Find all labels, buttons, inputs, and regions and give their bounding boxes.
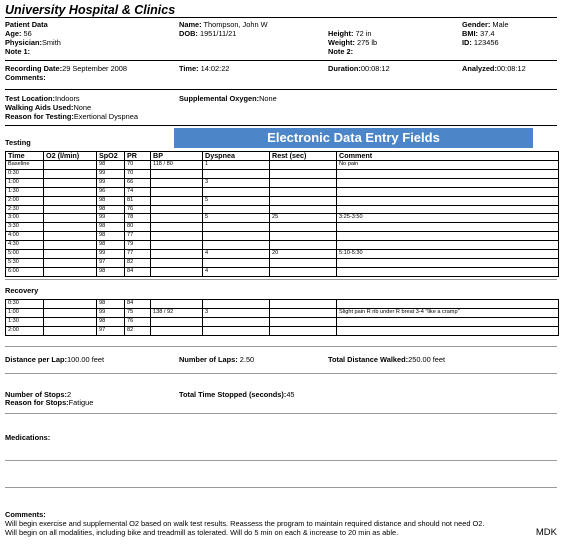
testing-table [5,151,559,277]
cell-spo2: 97 [97,258,125,267]
recording-time-field: Time: 14:02:22 [179,64,230,73]
age-field: Age: 56 [5,29,32,38]
cell-o2 [44,267,97,276]
cell-rest [270,205,337,214]
weight-field: Weight: 275 lb [328,38,378,47]
testing-row [6,205,559,214]
cell-time: 2:00 [6,196,44,205]
cell-comment [337,196,559,205]
testing-header-row [6,152,559,161]
cell-comment: Slight pain R rib under R breat 3-4 "like a cramp" [337,308,559,317]
cell-pr: 84 [125,300,151,309]
cell-pr: 75 [125,308,151,317]
cell-rest [270,232,337,241]
cell-bp [151,258,203,267]
cell-dyspnea [203,223,270,232]
col-header-bp: BP [151,152,203,161]
cell-time: 0:30 [6,300,44,309]
distance-per-lap-field: Distance per Lap:100.00 feet [5,355,105,364]
cell-bp [151,196,203,205]
cell-pr: 82 [125,326,151,335]
cell-rest: 20 [270,250,337,259]
col-header-rest: Rest (sec) [270,152,337,161]
rule [5,89,557,90]
reason-testing-field: Reason for Testing:Exertional Dyspnea [5,112,138,121]
col-header-pr: PR [125,152,151,161]
name-field: Name: Thompson, John W [179,20,268,29]
cell-bp: 138 / 92 [151,308,203,317]
reason-for-stops-field: Reason for Stops:Fatigue [5,398,94,407]
cell-time: 2:00 [6,326,44,335]
cell-time: 5:30 [6,258,44,267]
height-field: Height: 72 in [328,29,372,38]
cell-comment [337,178,559,187]
cell-bp [151,205,203,214]
cell-dyspnea: 5 [203,196,270,205]
cell-time: 1:30 [6,187,44,196]
cell-o2 [44,161,97,170]
testing-row [6,187,559,196]
cell-spo2: 96 [97,187,125,196]
cell-spo2: 99 [97,169,125,178]
cell-spo2: 98 [97,317,125,326]
cell-pr: 70 [125,169,151,178]
col-header-dyspnea: Dyspnea [203,152,270,161]
cell-comment [337,317,559,326]
cell-pr: 66 [125,178,151,187]
col-header-o2: O2 (l/min) [44,152,97,161]
cell-rest [270,187,337,196]
testing-heading: Testing [5,138,31,147]
comments-label: Comments: [5,510,46,519]
cell-rest [270,267,337,276]
comments-line-2: Will begin on all modalities, including bike and treadmill as tolerated. Will do 5 min on each & increase to 20 min as able. [5,528,399,537]
cell-comment [337,169,559,178]
cell-bp [151,241,203,250]
cell-rest [270,161,337,170]
cell-rest [270,308,337,317]
cell-spo2: 97 [97,326,125,335]
cell-o2 [44,205,97,214]
cell-spo2: 98 [97,161,125,170]
cell-dyspnea [203,300,270,309]
cell-pr: 79 [125,241,151,250]
cell-o2 [44,300,97,309]
cell-spo2: 98 [97,196,125,205]
rule [5,487,557,488]
cell-dyspnea [203,205,270,214]
cell-o2 [44,250,97,259]
cell-pr: 78 [125,214,151,223]
cell-rest [270,196,337,205]
cell-spo2: 98 [97,300,125,309]
cell-time: 1:30 [6,317,44,326]
page-title: University Hospital & Clinics [5,3,176,17]
cell-bp [151,250,203,259]
rule [5,125,557,126]
cell-spo2: 98 [97,241,125,250]
cell-comment [337,267,559,276]
cell-bp [151,187,203,196]
cell-dyspnea: 1 [203,161,270,170]
cell-bp [151,214,203,223]
cell-o2 [44,223,97,232]
physician-field: Physician:Smith [5,38,61,47]
cell-bp [151,169,203,178]
cell-o2 [44,258,97,267]
cell-rest [270,178,337,187]
cell-comment [337,223,559,232]
cell-time: 0:30 [6,169,44,178]
recovery-heading: Recovery [5,286,39,295]
cell-comment [337,258,559,267]
cell-rest [270,326,337,335]
cell-pr: 84 [125,267,151,276]
cell-comment: 5:10-5:30 [337,250,559,259]
cell-bp: 118 / 80 [151,161,203,170]
testing-row [6,214,559,223]
analyzed-field: Analyzed:00:08:12 [462,64,526,73]
total-distance-field: Total Distance Walked:250.00 feet [328,355,446,364]
cell-pr: 77 [125,232,151,241]
walking-aids-field: Walking Aids Used:None [5,103,92,112]
cell-rest: 25 [270,214,337,223]
rule [5,373,557,374]
cell-spo2: 99 [97,214,125,223]
electronic-data-entry-banner: Electronic Data Entry Fields [174,128,533,148]
cell-spo2: 98 [97,267,125,276]
cell-pr: 76 [125,205,151,214]
cell-time: 3:30 [6,223,44,232]
comments-line-1: Will begin exercise and supplemental O2 based on walk test results. Reassess the program to maintain required distance and should not need O2. [5,519,485,528]
cell-time: 4:30 [6,241,44,250]
rule [5,60,557,61]
test-location-field: Test Location:Indoors [5,94,80,103]
testing-row [6,267,559,276]
cell-comment [337,241,559,250]
cell-dyspnea [203,169,270,178]
cell-dyspnea: 4 [203,267,270,276]
recovery-row [6,326,559,335]
dob-field: DOB: 1951/11/21 [179,29,237,38]
cell-dyspnea: 3 [203,178,270,187]
rule [5,279,557,280]
cell-time: 6:00 [6,267,44,276]
cell-bp [151,232,203,241]
cell-comment [337,326,559,335]
cell-bp [151,178,203,187]
cell-dyspnea: 3 [203,308,270,317]
cell-o2 [44,308,97,317]
cell-pr: 82 [125,258,151,267]
cell-o2 [44,187,97,196]
testing-row [6,161,559,170]
number-of-stops-field: Number of Stops:2 [5,390,72,399]
cell-comment: 3:25-3:50 [337,214,559,223]
cell-dyspnea [203,317,270,326]
col-header-comment: Comment [337,152,559,161]
cell-time: 4:00 [6,232,44,241]
cell-bp [151,300,203,309]
rule [5,460,557,461]
rule [5,413,557,414]
cell-bp [151,267,203,276]
cell-dyspnea: 4 [203,250,270,259]
patient-data-heading: Patient Data [5,20,48,29]
testing-row [6,258,559,267]
recovery-row [6,308,559,317]
cell-rest [270,241,337,250]
testing-row [6,250,559,259]
testing-row [6,241,559,250]
cell-dyspnea [203,258,270,267]
cell-pr: 70 [125,161,151,170]
testing-row [6,196,559,205]
bmi-field: BMI: 37.4 [462,29,495,38]
cell-time: 5:00 [6,250,44,259]
cell-o2 [44,232,97,241]
cell-rest [270,223,337,232]
testing-row [6,178,559,187]
cell-bp [151,223,203,232]
cell-dyspnea [203,187,270,196]
recording-comments-field: Comments: [5,73,46,82]
testing-row [6,232,559,241]
cell-spo2: 98 [97,232,125,241]
col-header-time: Time [6,152,44,161]
cell-pr: 74 [125,187,151,196]
duration-field: Duration:00:08:12 [328,64,390,73]
cell-spo2: 99 [97,308,125,317]
cell-time: Baseline [6,161,44,170]
gender-field: Gender: Male [462,20,509,29]
cell-spo2: 99 [97,178,125,187]
cell-comment [337,205,559,214]
cell-comment [337,187,559,196]
medications-label: Medications: [5,433,51,442]
testing-row [6,223,559,232]
cell-rest [270,258,337,267]
cell-bp [151,326,203,335]
cell-rest [270,300,337,309]
total-time-stopped-field: Total Time Stopped (seconds):45 [179,390,295,399]
testing-row [6,169,559,178]
header-rule [5,17,557,18]
recovery-row [6,317,559,326]
recovery-row [6,300,559,309]
cell-rest [270,169,337,178]
cell-o2 [44,214,97,223]
id-field: ID: 123456 [462,38,499,47]
cell-time: 1:00 [6,178,44,187]
cell-pr: 80 [125,223,151,232]
cell-pr: 77 [125,250,151,259]
cell-spo2: 99 [97,250,125,259]
cell-time: 2:30 [6,205,44,214]
cell-comment [337,232,559,241]
cell-pr: 81 [125,196,151,205]
cell-time: 3:00 [6,214,44,223]
recovery-table [5,299,559,336]
cell-spo2: 98 [97,205,125,214]
cell-dyspnea [203,232,270,241]
cell-comment [337,300,559,309]
author-initials: MDK [535,527,557,539]
cell-dyspnea: 5 [203,214,270,223]
supplemental-oxygen-field: Supplemental Oxygen:None [179,94,277,103]
cell-o2 [44,169,97,178]
cell-o2 [44,196,97,205]
rule [5,346,557,347]
cell-o2 [44,178,97,187]
cell-o2 [44,241,97,250]
col-header-spo2: SpO2 [97,152,125,161]
note2-field: Note 2: [328,47,354,56]
cell-o2 [44,326,97,335]
cell-dyspnea [203,241,270,250]
cell-time: 1:00 [6,308,44,317]
cell-bp [151,317,203,326]
cell-rest [270,317,337,326]
cell-spo2: 98 [97,223,125,232]
cell-dyspnea [203,326,270,335]
recording-date-field: Recording Date:29 September 2008 [5,64,128,73]
cell-o2 [44,317,97,326]
note1-field: Note 1: [5,47,31,56]
cell-comment: No pain [337,161,559,170]
cell-pr: 76 [125,317,151,326]
number-of-laps-field: Number of Laps: 2.50 [179,355,255,364]
